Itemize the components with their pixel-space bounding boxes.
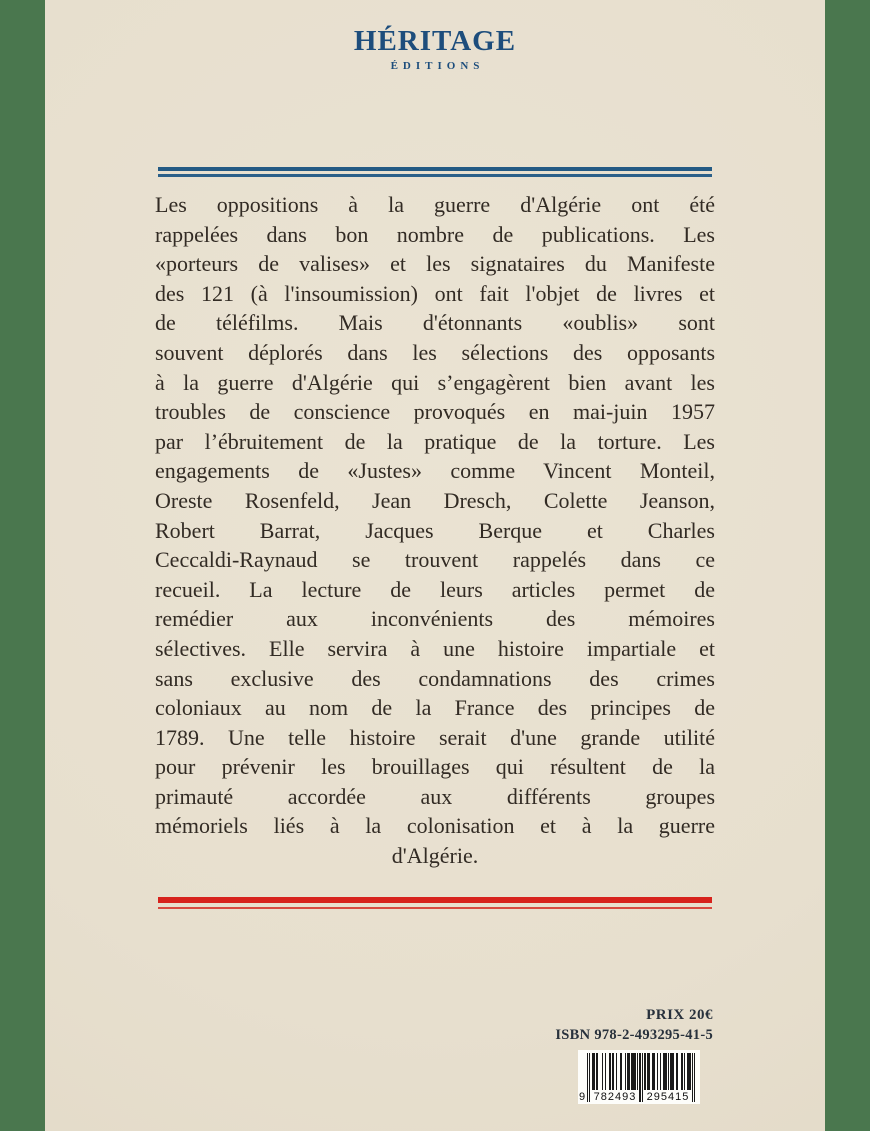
- synopsis-line: troubles de conscience provoqués en mai-juin 1957: [155, 399, 715, 425]
- synopsis-line: «porteurs de valises» et les signataires du Manifeste: [155, 251, 715, 277]
- barcode-digits-group1: 782493: [593, 1090, 637, 1103]
- synopsis-line: des 121 (à l'insoumission) ont fait l'objet de livres et: [155, 280, 715, 306]
- top-divider-rule: [158, 167, 712, 177]
- synopsis-line: Les oppositions à la guerre d'Algérie ont été: [155, 192, 715, 217]
- synopsis-line: Ceccaldi-Raynaud se trouvent rappelés dans ce: [155, 547, 715, 573]
- synopsis-line: Oreste Rosenfeld, Jean Dresch, Colette Jeanson,: [155, 487, 715, 513]
- synopsis-text: [155, 190, 715, 871]
- synopsis-line: de téléfilms. Mais d'étonnants «oublis» sont: [155, 310, 715, 336]
- synopsis-line: coloniaux au nom de la France des principes de: [155, 695, 715, 721]
- bottom-divider-rule: [158, 897, 712, 909]
- isbn-label: ISBN 978-2-493295-41-5: [555, 1026, 713, 1043]
- publisher-name: HÉRITAGE: [353, 25, 517, 57]
- barcode-digit-first: 9: [579, 1090, 587, 1103]
- barcode-module: [694, 1053, 695, 1102]
- barcode-digits-group2: 295415: [646, 1090, 690, 1103]
- synopsis-line: Robert Barrat, Jacques Berque et Charles: [155, 517, 715, 543]
- book-back-cover: [45, 0, 825, 1131]
- synopsis-line: engagements de «Justes» comme Vincent Monteil,: [155, 458, 715, 484]
- synopsis-line: d'Algérie.: [391, 843, 479, 869]
- synopsis-line: par l’ébruitement de la pratique de la torture. Les: [155, 428, 715, 454]
- synopsis-line: recueil. La lecture de leurs articles permet de: [155, 576, 715, 602]
- synopsis-line: 1789. Une telle histoire serait d'une grande utilité: [155, 724, 715, 750]
- price-isbn-block: [157, 1006, 713, 1104]
- synopsis-line: sans exclusive des condamnations des crimes: [155, 665, 715, 691]
- synopsis-line: primauté accordée aux différents groupes: [155, 783, 715, 809]
- synopsis-line: remédier aux inconvénients des mémoires: [155, 606, 715, 632]
- synopsis-line: pour prévenir les brouillages qui résultent de la: [155, 754, 715, 780]
- publisher-logo: [45, 0, 825, 73]
- synopsis-line: sélectives. Elle servira à une histoire impartiale et: [155, 635, 715, 661]
- synopsis-line: souvent déplorés dans les sélections des opposants: [155, 339, 715, 365]
- synopsis-line: rappelées dans bon nombre de publications. Les: [155, 221, 715, 247]
- publisher-subtitle: ÉDITIONS: [390, 60, 485, 72]
- synopsis-line: à la guerre d'Algérie qui s’engagèrent bien avant les: [155, 369, 715, 395]
- synopsis-line: mémoriels liés à la colonisation et à la guerre: [155, 813, 715, 839]
- barcode: [578, 1050, 700, 1104]
- price-label: PRIX 20€: [646, 1006, 713, 1023]
